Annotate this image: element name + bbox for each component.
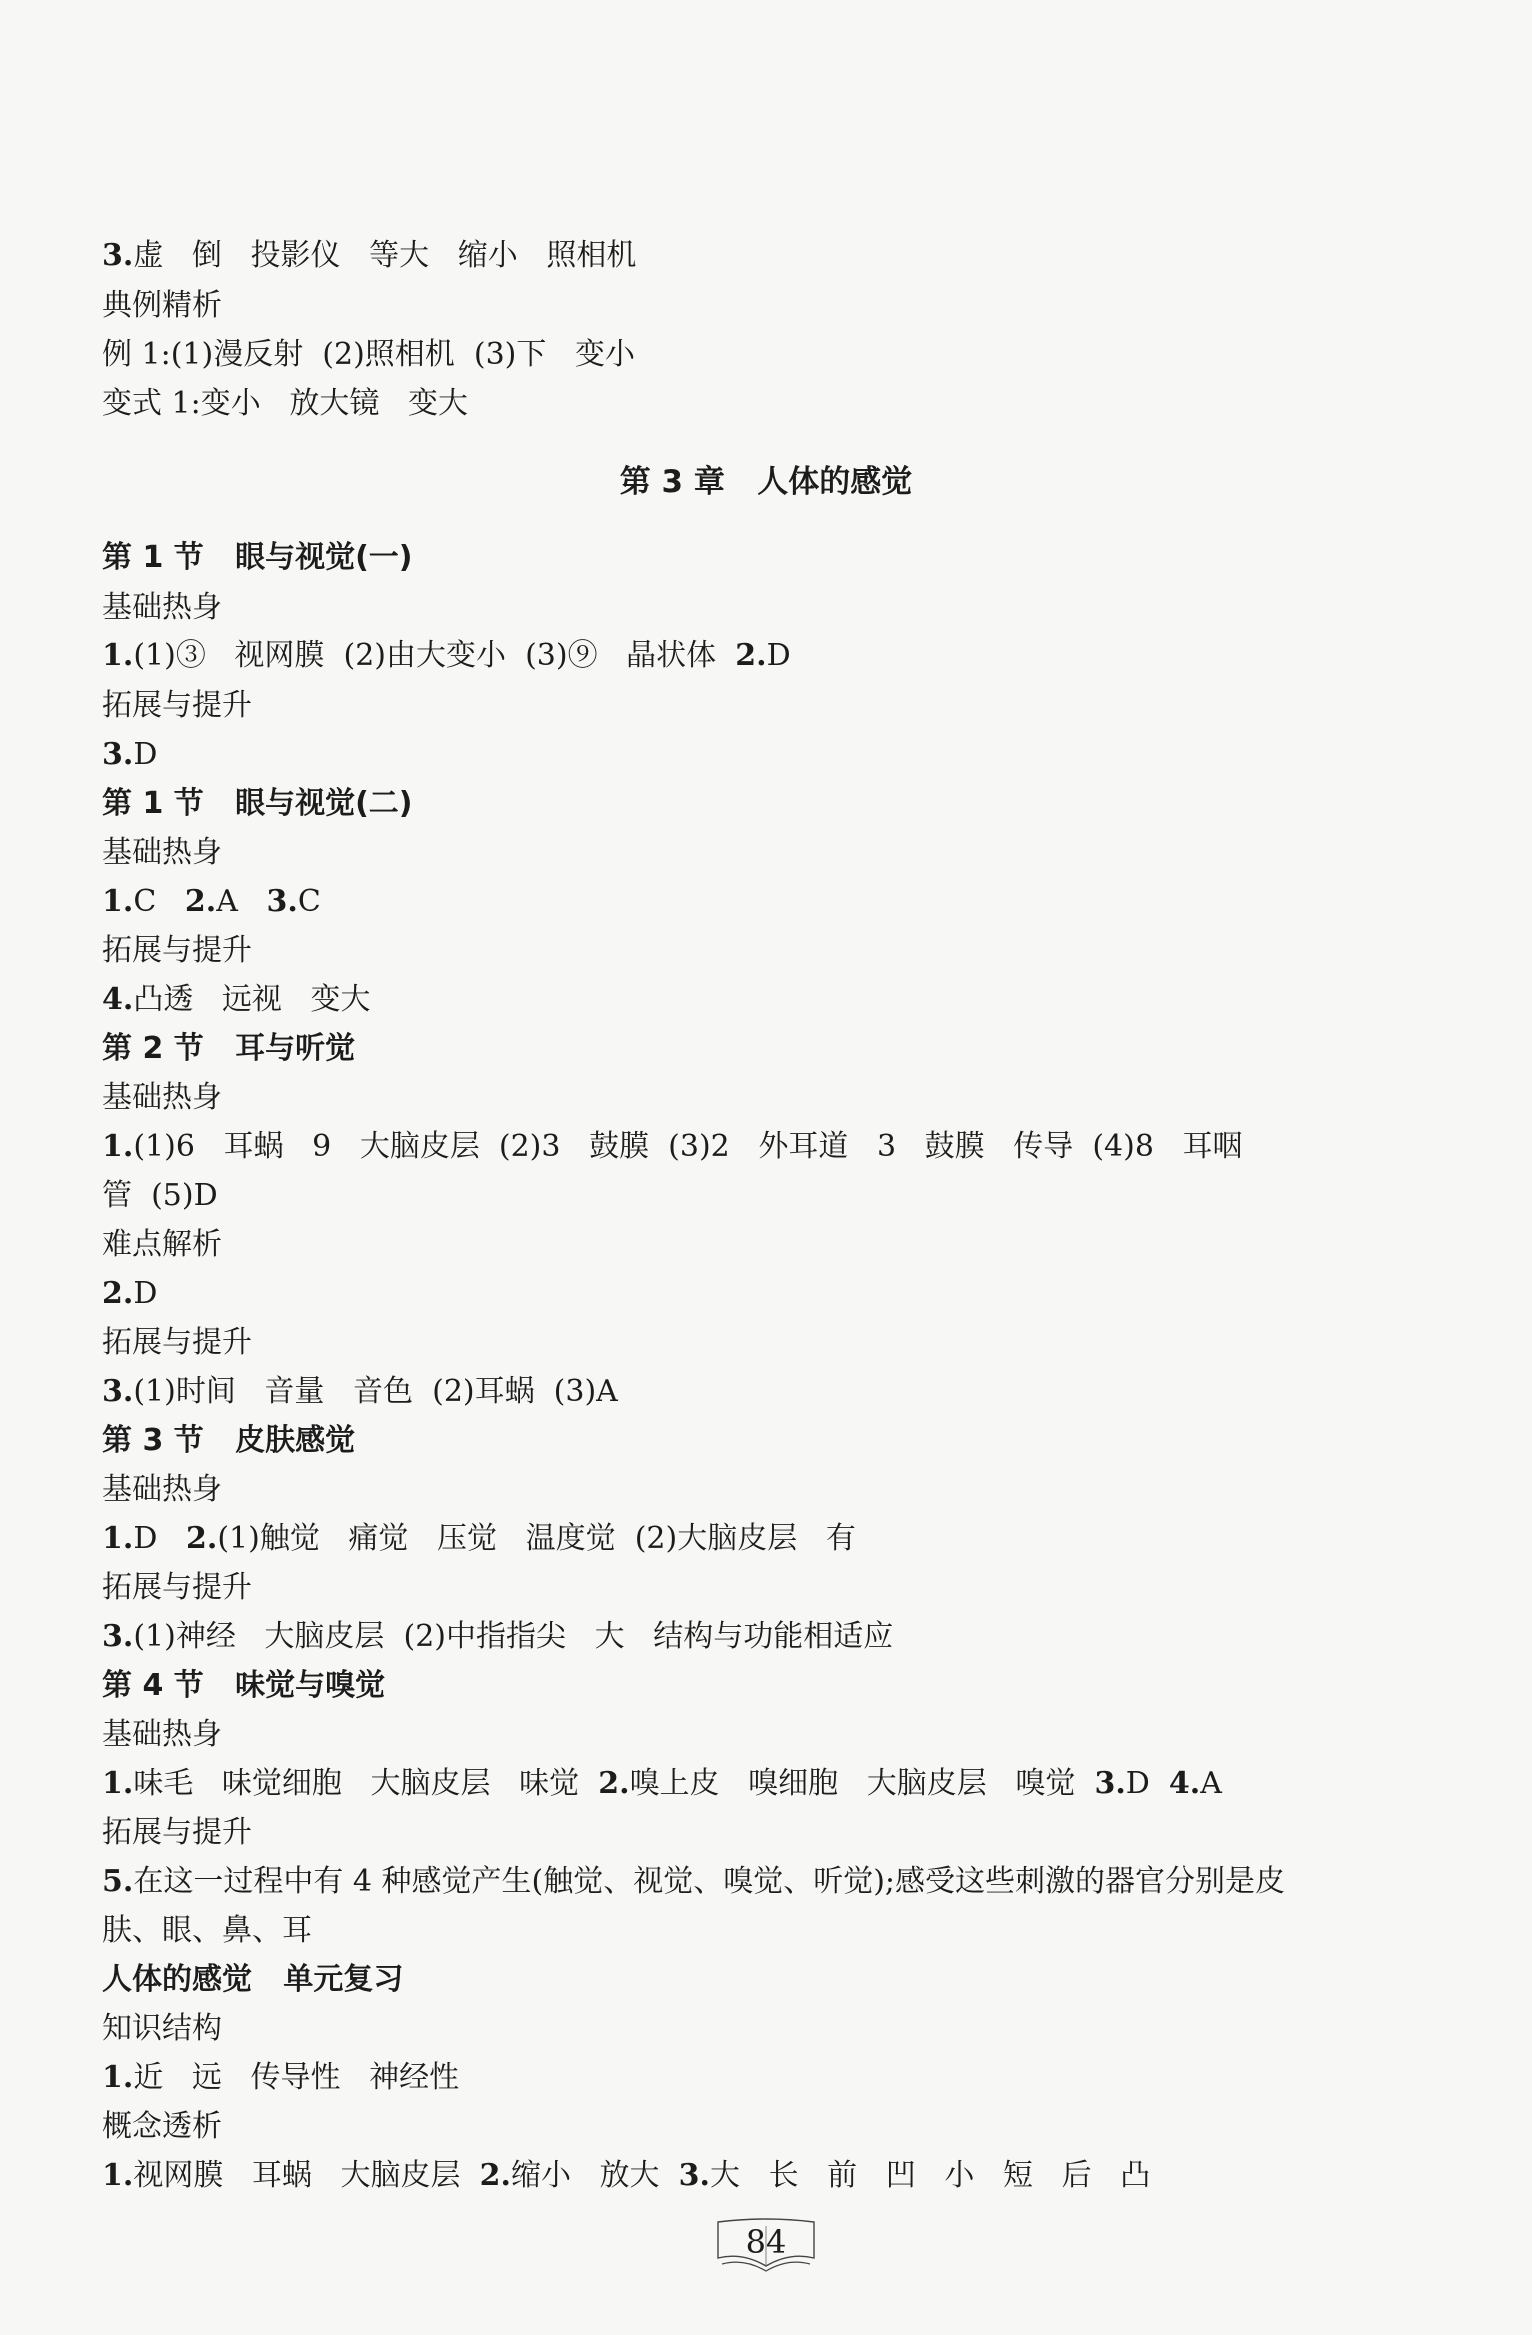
answer-line: 5.在这一过程中有 4 种感觉产生(触觉、视觉、嗅觉、听觉);感受这些刺激的器官分别是皮 <box>102 1864 1286 1899</box>
section-title: 第 2 节 耳与听觉 <box>102 1031 356 1066</box>
subheading: 基础热身 <box>102 1080 222 1115</box>
answer-line: 1.D 2.(1)触觉 痛觉 压觉 温度觉 (2)大脑皮层 有 <box>102 1521 856 1556</box>
subheading: 基础热身 <box>102 1717 222 1752</box>
subheading: 典例精析 <box>102 288 222 323</box>
answer-line: 3.(1)时间 音量 音色 (2)耳蜗 (3)A <box>102 1374 618 1409</box>
answer-line: 1.(1)6 耳蜗 9 大脑皮层 (2)3 鼓膜 (3)2 外耳道 3 鼓膜 传导 (4)8 耳咽 <box>102 1129 1243 1164</box>
subheading: 拓展与提升 <box>102 1325 252 1360</box>
section-title: 第 3 节 皮肤感觉 <box>102 1423 356 1458</box>
subheading: 知识结构 <box>102 2011 222 2046</box>
answer-line: 变式 1:变小 放大镜 变大 <box>102 386 468 421</box>
subheading: 基础热身 <box>102 590 222 625</box>
subheading: 拓展与提升 <box>102 688 252 723</box>
section-title: 第 4 节 味觉与嗅觉 <box>102 1668 386 1703</box>
page-number: 84 <box>745 2223 787 2261</box>
answer-line: 1.视网膜 耳蜗 大脑皮层 2.缩小 放大 3.大 长 前 凹 小 短 后 凸 <box>102 2158 1151 2193</box>
answer-line: 1.(1)③ 视网膜 (2)由大变小 (3)⑨ 晶状体 2.D <box>102 638 791 673</box>
answer-line: 1.C 2.A 3.C <box>102 884 321 919</box>
answer-line: 1.近 远 传导性 神经性 <box>102 2060 460 2095</box>
answer-line: 4.凸透 远视 变大 <box>102 982 371 1017</box>
answer-line: 3.(1)神经 大脑皮层 (2)中指指尖 大 结构与功能相适应 <box>102 1619 894 1654</box>
subheading: 概念透析 <box>102 2109 222 2144</box>
section-title: 第 1 节 眼与视觉(一) <box>102 540 413 575</box>
answer-line: 肤、眼、鼻、耳 <box>102 1913 312 1948</box>
section-title: 第 1 节 眼与视觉(二) <box>102 786 413 821</box>
subheading: 基础热身 <box>102 835 222 870</box>
answer-line: 2.D <box>102 1276 158 1311</box>
subheading: 拓展与提升 <box>102 1815 252 1850</box>
answer-line: 例 1:(1)漫反射 (2)照相机 (3)下 变小 <box>102 337 635 372</box>
answer-line: 3.虚 倒 投影仪 等大 缩小 照相机 <box>102 238 637 273</box>
page-number-badge <box>712 2216 820 2274</box>
subheading: 拓展与提升 <box>102 933 252 968</box>
answer-line: 管 (5)D <box>102 1178 218 1213</box>
subheading: 难点解析 <box>102 1227 222 1262</box>
subheading: 拓展与提升 <box>102 1570 252 1605</box>
subheading: 基础热身 <box>102 1472 222 1507</box>
answer-line: 3.D <box>102 737 158 772</box>
chapter-title: 第 3 章 人体的感觉 <box>619 464 913 500</box>
answer-line: 1.味毛 味觉细胞 大脑皮层 味觉 2.嗅上皮 嗅细胞 大脑皮层 嗅觉 3.D 4.A <box>102 1766 1222 1801</box>
section-title: 人体的感觉 单元复习 <box>102 1962 404 1997</box>
